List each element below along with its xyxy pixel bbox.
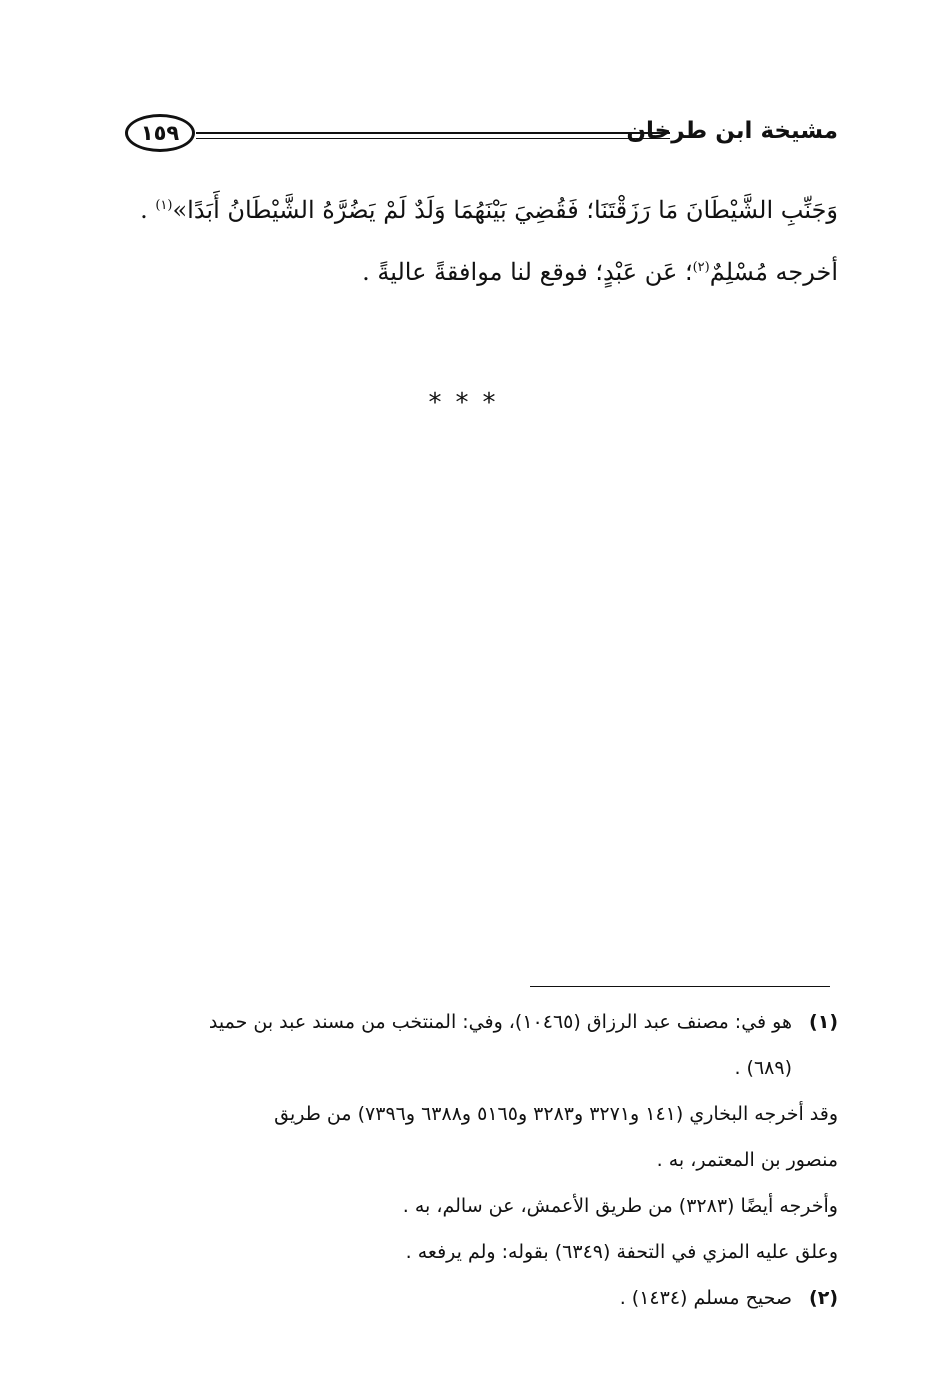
footnote-1-line-1 [110, 1004, 838, 1050]
footnote-ref-1[interactable]: (١) [155, 198, 173, 213]
footnote-1-line-4: منصور بن المعتمر، به . [656, 1149, 838, 1171]
body-line-2-end: ؛ عَن عَبْدٍ؛ فوقع لنا موافقةً عاليةً . [362, 258, 693, 286]
section-separator: *** [428, 388, 510, 418]
page-number: ١٥٩ [140, 120, 180, 145]
footnotes [110, 1004, 838, 1326]
body-line-2 [140, 258, 838, 286]
footnote-1-line-3: وقد أخرجه البخاري (١٤١ و٣٢٧١ و٣٢٨٣ و٥١٦٥ و٦٣٨٨ و٧٣٩٦) من طريق [274, 1103, 838, 1125]
body-line-2-start: أخرجه مُسْلِمٌ [709, 258, 838, 286]
body-line-1 [140, 196, 838, 224]
footnote-rule [530, 986, 830, 987]
footnote-1-line-6: وعلق عليه المزي في التحفة (٦٣٤٩) بقوله: ولم يرفعه . [405, 1241, 838, 1263]
footnote-1-number: (١) [809, 1011, 838, 1033]
footnote-2-line-1 [110, 1280, 838, 1326]
page-number-badge [125, 114, 195, 152]
footnote-1-line-2: (٦٨٩) . [734, 1057, 792, 1079]
page-header [120, 112, 838, 160]
body-line-1-text: وَجَنِّبِ الشَّيْطَانَ مَا رَزَقْتَنَا؛ فَقُضِيَ بَيْنَهُمَا وَلَدٌ لَمْ يَضُرَّهُ الشَّيْطَانُ أَبَدًا» [172, 196, 838, 224]
footnote-ref-2[interactable]: (٢) [692, 260, 710, 275]
body-line-1-end: . [140, 196, 156, 224]
footnote-1-text-1: هو في: مصنف عبد الرزاق (١٠٤٦٥)، وفي: المنتخب من مسند عبد بن حميد [208, 1011, 792, 1033]
running-title: مشيخة ابن طرخان [626, 118, 838, 144]
header-rule [196, 132, 670, 139]
footnote-1-line-5: وأخرجه أيضًا (٣٢٨٣) من طريق الأعمش، عن سالم، به . [402, 1195, 838, 1217]
footnote-2-text-1: صحيح مسلم (١٤٣٤) . [619, 1287, 792, 1309]
footnote-2-number: (٢) [809, 1287, 838, 1309]
